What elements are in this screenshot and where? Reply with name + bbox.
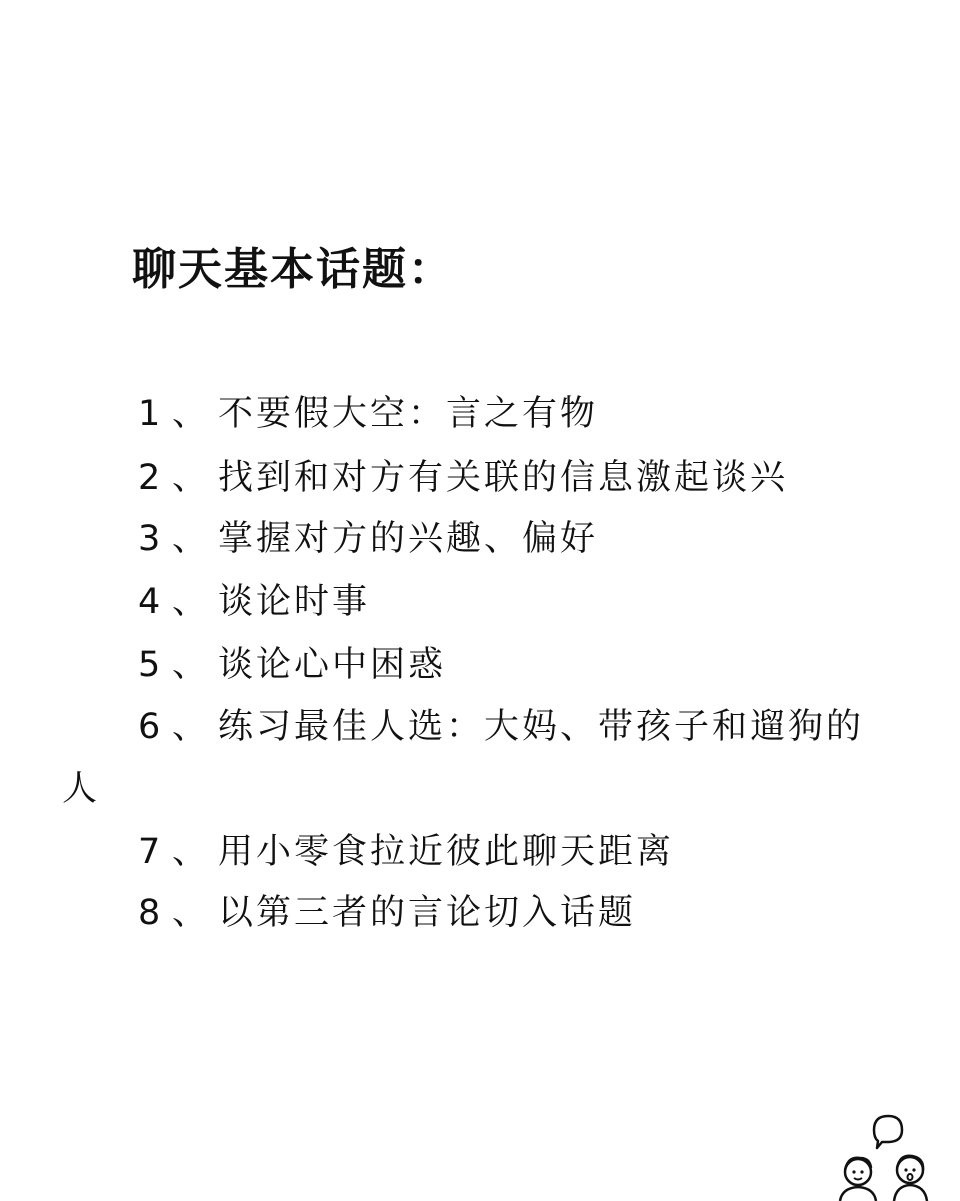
item-number: 2 (138, 458, 164, 498)
list-item (138, 390, 598, 438)
list-item (138, 703, 864, 751)
item-number: 3 (138, 519, 164, 559)
list-item (138, 828, 674, 876)
item-text: 谈论时事 (218, 582, 371, 622)
item-number: 1 (138, 394, 164, 434)
item-number: 4 (138, 582, 164, 622)
item-separator: 、 (172, 458, 211, 498)
item-text: 用小零食拉近彼此聊天距离 (218, 832, 675, 872)
item-text: 找到和对方有关联的信息激起谈兴 (218, 458, 789, 498)
item-text: 谈论心中困惑 (218, 645, 447, 685)
item-separator: 、 (172, 394, 211, 434)
list-item (138, 889, 636, 937)
item-number: 8 (138, 893, 164, 933)
item-number: 5 (138, 645, 164, 685)
item-text: 练习最佳人选：大妈、带孩子和遛狗的 (218, 707, 865, 747)
page-title: 聊天基本话题： (132, 244, 454, 295)
item-separator: 、 (172, 707, 211, 747)
item-text: 以第三者的言论切入话题 (218, 893, 637, 933)
item-text-continuation: 人 (62, 769, 98, 809)
list-item (138, 515, 598, 563)
two-people-chatting-icon (830, 1108, 950, 1201)
item-separator: 、 (172, 893, 211, 933)
item-separator: 、 (172, 582, 211, 622)
list-item (138, 454, 788, 502)
list-item (138, 641, 446, 689)
item-number: 7 (138, 832, 164, 872)
item-separator: 、 (172, 645, 211, 685)
item-text: 不要假大空：言之有物 (218, 394, 599, 434)
list-item (138, 578, 370, 626)
item-number: 6 (138, 707, 164, 747)
item-separator: 、 (172, 832, 211, 872)
item-text: 掌握对方的兴趣、偏好 (218, 519, 599, 559)
item-separator: 、 (172, 519, 211, 559)
